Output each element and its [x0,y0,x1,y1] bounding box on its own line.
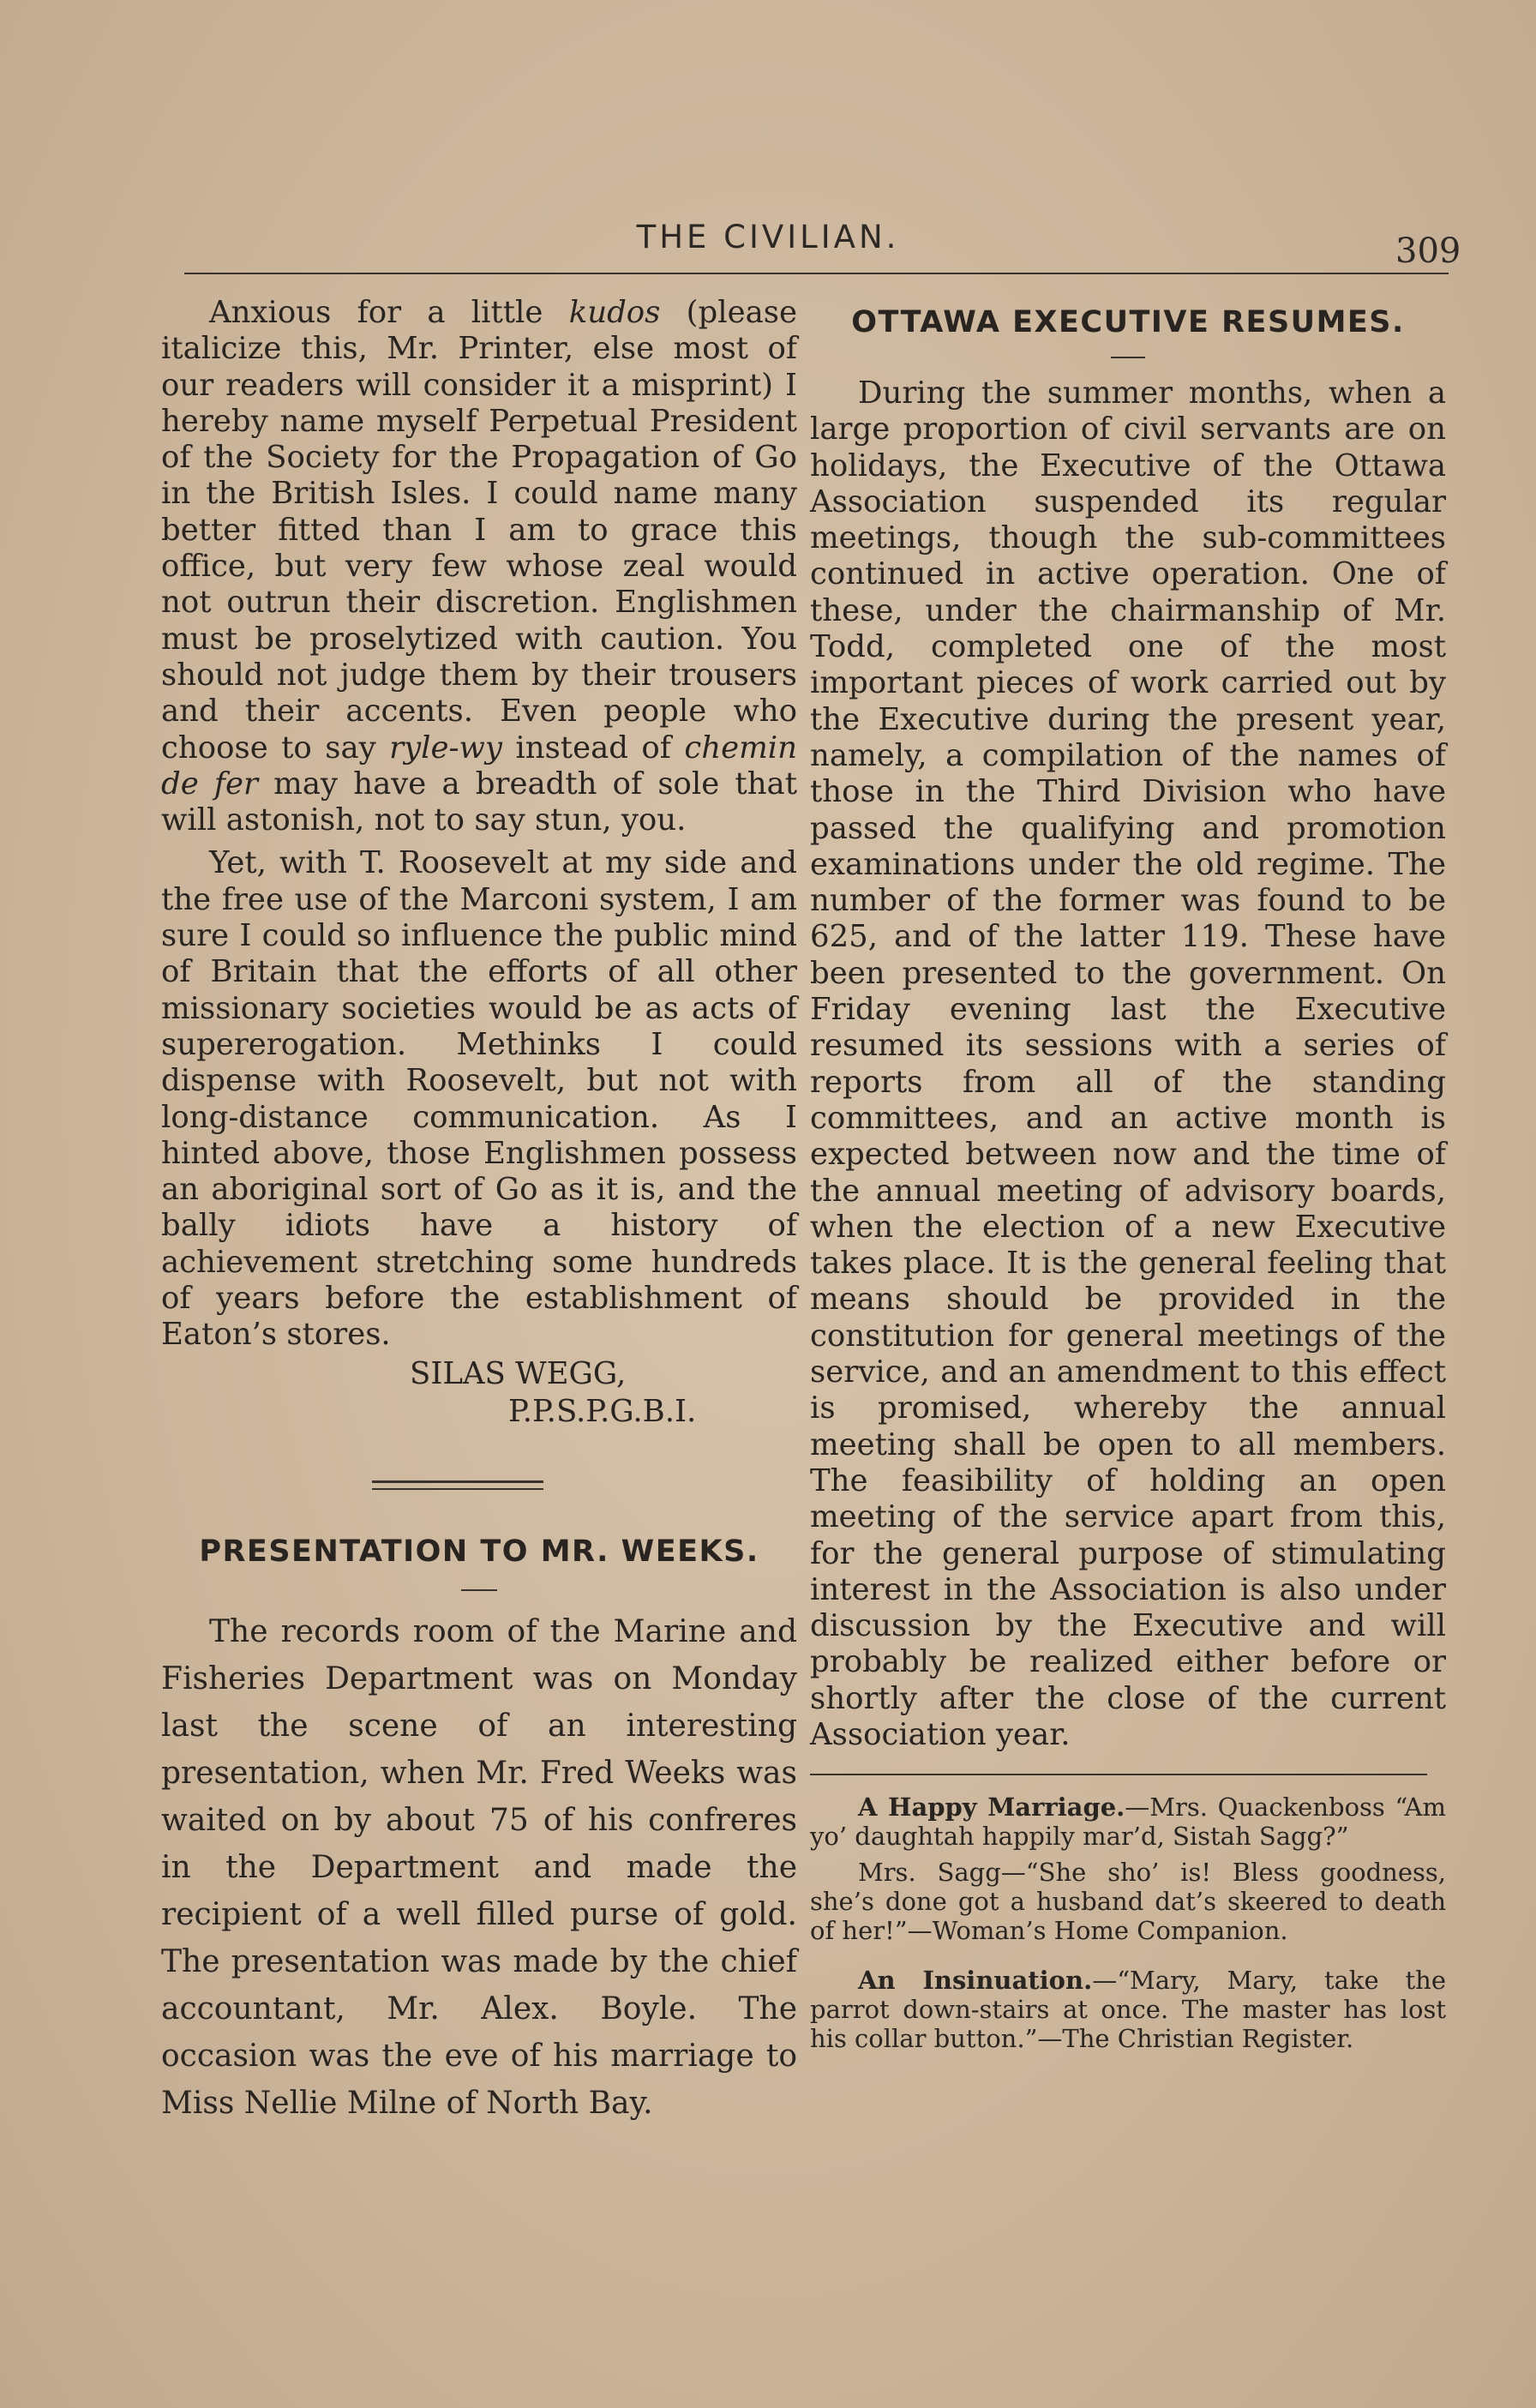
joke-2: An Insinuation.—“Mary, Mary, take the parrot down-stairs at once. The master has lost his collar button.”—The Christian Register. [810,1966,1446,2054]
italic-ryle-wy: ryle-wy [389,730,502,766]
header-rule [184,273,1449,274]
joke-1-title: A Happy Marriage. [858,1792,1125,1823]
left-column [161,295,797,2127]
heading-dash [1111,357,1145,358]
presentation-article: The records room of the Marine and Fisheries Department was on Monday last the scene of an interesting presentation, when Mr. Fred Weeks was waited on by about 75 of his confreres in the Department and made the recipient of a well filled purse of gold. The presentation was made by the chief accountant, Mr. Alex. Boyle. The occasion was the eve of his marriage to Miss Nellie Milne of North Bay. [161,1613,797,2121]
joke-2-title: An Insinuation. [858,1966,1093,1996]
presentation-heading: PRESENTATION TO MR. WEEKS. [199,1534,759,1569]
signature-name: SILAS WEGG, [410,1355,627,1391]
section-divider [810,1774,1427,1775]
joke-1: A Happy Marriage.—Mrs. Quackenboss “Am yo’ daughtah happily mar’d, Sistah Sagg?” [810,1792,1446,1852]
italic-chemin-de-fer: chemin de fer [161,730,797,802]
page-number: 309 [1395,231,1461,271]
joke-1-reply: Mrs. Sagg—“She sho’ is! Bless goodness, she’s done got a husband dat’s skeered to death of her!”—Woman’s Home Companion. [810,1858,1446,1946]
right-column [810,305,1446,2053]
essay-paragraph-2: Yet, with T. Roosevelt at my side and the free use of the Marconi system, I am sure I could so influence the public mind of Britain that the efforts of all other missionary societies would be as acts of supererogation. Methinks I could dispense with Roosevelt, but not with long-distance communication. As I hinted above, those Englishmen possess an aboriginal sort of Go as it is, and the bally idiots have a history of achievement stretching some hundreds of years before the establishment of Eaton’s stores. [161,845,797,1353]
ottawa-executive-article: During the summer months, when a large proportion of civil servants are on holidays, the Executive of the Ottawa Association suspended its regular meetings, though the sub-committees continued in active operation. One of these, under the chairmanship of Mr. Todd, completed one of the most important pieces of work carried out by the Executive during the present year, namely, a compilation of the names of those in the Third Division who have passed the qualifying and promotion examinations under the old regime. The number of the former was found to be 625, and of the latter 119. These have been presented to the government. On Friday evening last the Executive resumed its sessions with a series of reports from all of the standing committees, and an active month is expected between now and the time of the annual meeting of advisory boards, when the election of a new Executive takes place. It is the general feeling that means should be provided in the constitution for general meetings of the service, and an amendment to this effect is promised, whereby the annual meeting shall be open to all members. The feasibility of holding an open meeting of the service apart from this, for the general purpose of stimulating interest in the Association is also under discussion by the Executive and will probably be realized either before or shortly after the close of the current Association year. [810,375,1446,1752]
running-title: THE CIVILIAN. [636,219,900,255]
jokes-section [810,1792,1446,2053]
ottawa-executive-heading: OTTAWA EXECUTIVE RESUMES. [851,305,1405,339]
signature-title: P.P.S.P.G.B.I. [508,1393,697,1429]
section-divider [372,1480,543,1490]
italic-kudos: kudos [568,295,661,330]
essay-paragraph-1: Anxious for a little kudos (please italicize this, Mr. Printer, else most of our readers will consider it a misprint) I hereby name myself Perpetual President of the Society for the Propagation of Go in the British Isles. I could name many better fitted than I am to grace this office, but very few whose zeal would not outrun their discretion. Englishmen must be proselytized with caution. You should not judge them by their trousers and their accents. Even people who choose to say ryle-wy instead of chemin de fer may have a breadth of sole that will astonish, not to say stun, you. [161,295,797,838]
heading-dash [461,1589,497,1591]
